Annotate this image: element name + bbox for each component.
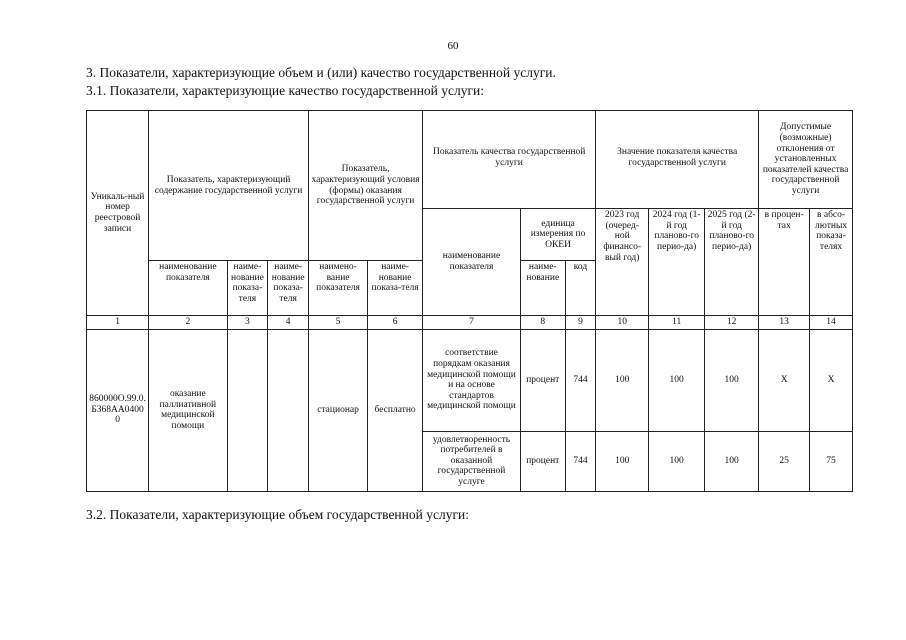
- unit-name-cell: процент: [520, 431, 565, 491]
- condition-indicator-name-1: наимено-вание показателя: [309, 261, 368, 316]
- condition-cell-2: бесплатно: [368, 329, 423, 491]
- deviation-absolute-cell: Х: [810, 329, 853, 431]
- unit-code-cell: 744: [565, 431, 596, 491]
- deviation-percent-cell: Х: [759, 329, 810, 431]
- year-2024-header: 2024 год (1-й год планово-го перио-да): [649, 209, 705, 316]
- column-number: 7: [423, 316, 521, 330]
- column-number: 14: [810, 316, 853, 330]
- column-number: 11: [649, 316, 705, 330]
- content-indicator-header: Показатель, характеризующий содержание государственной услуги: [149, 111, 309, 261]
- column-number: 6: [368, 316, 423, 330]
- page-number: 60: [447, 40, 459, 52]
- service-content-cell: оказание паллиативной медицинской помощи: [149, 329, 227, 491]
- quality-indicators-table: [86, 110, 853, 492]
- registry-number-header: Уникаль-ный номер реестровой записи: [87, 111, 149, 316]
- value-2023-cell: 100: [596, 431, 649, 491]
- empty-content-cell: [227, 329, 268, 491]
- unit-code-cell: 744: [565, 329, 596, 431]
- value-2025-cell: 100: [705, 329, 759, 431]
- column-number: 1: [87, 316, 149, 330]
- column-number: 12: [705, 316, 759, 330]
- registry-number-cell: 860000О.99.0.БЗ68АА04000: [87, 329, 149, 491]
- volume-indicators-heading: 3.2. Показатели, характеризующие объем государственной услуги:: [86, 507, 469, 522]
- indicator-value-header: Значение показателя качества государственной услуги: [596, 111, 759, 209]
- deviation-percent-cell: 25: [759, 431, 810, 491]
- unit-code-header: код: [565, 261, 596, 316]
- unit-name-cell: процент: [520, 329, 565, 431]
- column-number-row: [87, 316, 853, 330]
- column-number: 3: [227, 316, 268, 330]
- content-indicator-name-3: наиме-нование показа-теля: [268, 261, 309, 316]
- conditions-indicator-header: Показатель, характеризующий условия (формы) оказания государственной услуги: [309, 111, 423, 261]
- indicator-name-header: наименование показателя: [423, 209, 521, 316]
- allowed-deviation-header: Допустимые (возможные) отклонения от установленных показателей качества государственной услуги: [759, 111, 853, 209]
- year-2023-header: 2023 год (очеред-ной финансо-вый год): [596, 209, 649, 316]
- deviation-absolute-header: в абсо-лютных показа-телях: [810, 209, 853, 316]
- indicator-name-cell: соответствие порядкам оказания медицинской помощи и на основе стандартов медицинской помощи: [423, 329, 521, 431]
- column-number: 13: [759, 316, 810, 330]
- value-2024-cell: 100: [649, 329, 705, 431]
- column-number: 2: [149, 316, 227, 330]
- empty-content-cell: [268, 329, 309, 491]
- unit-name-header: наиме-нование: [520, 261, 565, 316]
- value-2024-cell: 100: [649, 431, 705, 491]
- column-number: 9: [565, 316, 596, 330]
- deviation-percent-header: в процен-тах: [759, 209, 810, 316]
- condition-cell-1: стационар: [309, 329, 368, 491]
- condition-indicator-name-2: наиме-нование показа-теля: [368, 261, 423, 316]
- value-2025-cell: 100: [705, 431, 759, 491]
- content-indicator-name-1: наименование показателя: [149, 261, 227, 316]
- table-row: [87, 329, 853, 431]
- quality-indicators-heading: 3.1. Показатели, характеризующие качество государственной услуги:: [86, 83, 485, 98]
- year-2025-header: 2025 год (2-й год планово-го перио-да): [705, 209, 759, 316]
- value-2023-cell: 100: [596, 329, 649, 431]
- quality-indicator-header: Показатель качества государственной услуги: [423, 111, 596, 209]
- column-number: 8: [520, 316, 565, 330]
- column-number: 10: [596, 316, 649, 330]
- section-heading: 3. Показатели, характеризующие объем и (или) качество государственной услуги.: [86, 65, 556, 80]
- deviation-absolute-cell: 75: [810, 431, 853, 491]
- column-number: 5: [309, 316, 368, 330]
- unit-okei-header: единица измерения по ОКЕИ: [520, 209, 595, 261]
- column-number: 4: [268, 316, 309, 330]
- content-indicator-name-2: наиме-нование показа-теля: [227, 261, 268, 316]
- indicator-name-cell: удовлетворенность потребителей в оказанной государственной услуге: [423, 431, 521, 491]
